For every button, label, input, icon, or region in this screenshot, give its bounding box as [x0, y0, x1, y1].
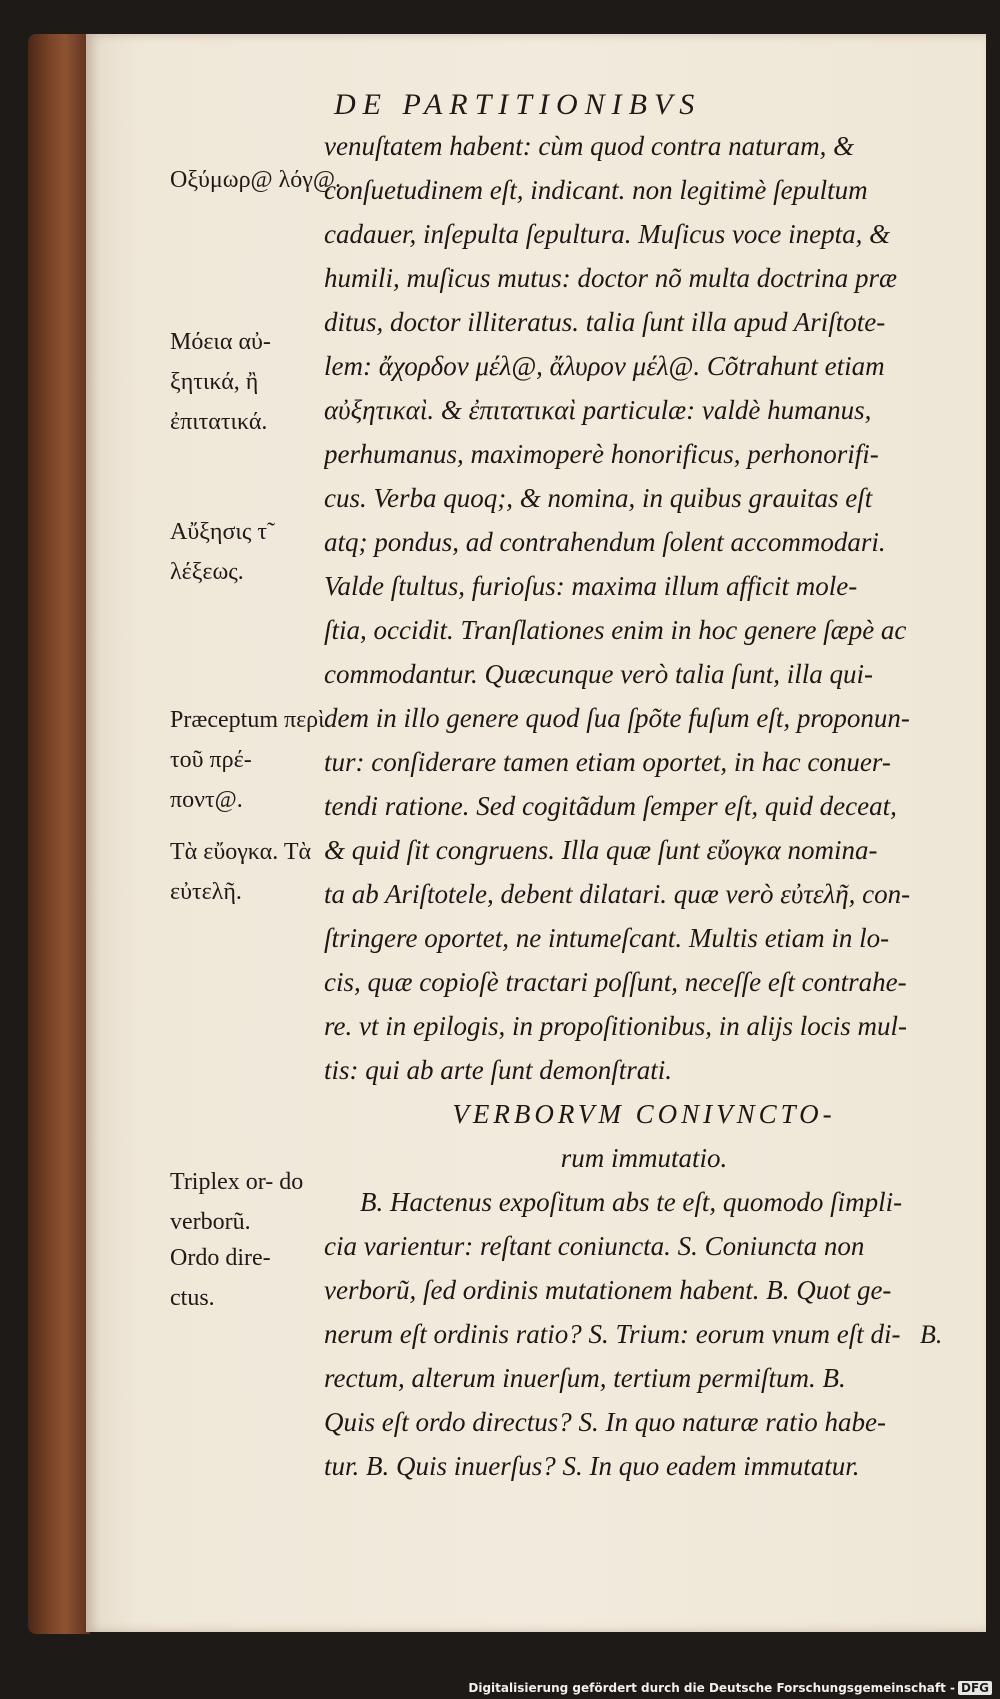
text-line: re. vt in epilogis, in propoſitionibus, in alijs locis mul- — [324, 1011, 907, 1041]
margin-note-praeceptum: Præceptum περὶ τοῦ πρέ- ποντ@. — [170, 707, 325, 813]
text-line: Quis eſt ordo directus? S. In quo naturæ ratio habe- — [324, 1407, 886, 1437]
text-line: tur: conſiderare tamen etiam oportet, in hac conuer- — [324, 747, 891, 777]
text-line: venuſtatem habent: cùm quod contra naturam, & — [324, 131, 855, 161]
digitization-credit — [468, 1681, 992, 1695]
text-line: ta ab Ariſtotele, debent dilatari. quæ verò εὐτελῆ, con- — [324, 879, 911, 909]
catchword: B. — [920, 1320, 943, 1349]
text-line: dem in illo genere quod ſua ſpõte fuſum eſt, proponun- — [324, 703, 910, 733]
text-line: nerum eſt ordinis ratio? S. Trium: eorum vnum eſt di- — [324, 1319, 901, 1349]
text-line: ſtringere oportet, ne intumeſcant. Multis etiam in lo- — [324, 923, 890, 953]
text-line: cadauer, inſepulta ſepultura. Muſicus voce inepta, & — [324, 219, 891, 249]
margin-note-augmentative: Μόεια αὐ- ξητικά, ἢ ἐπιτατικά. — [170, 329, 271, 435]
text-line: Valde ſtultus, furioſus: maxima illum afficit mole- — [324, 571, 858, 601]
text-line: atq; pondus, ad contrahendum ſolent accommodari. — [324, 527, 886, 557]
body-text — [324, 124, 964, 1488]
text-line: ſtia, occidit. Tranſlationes enim in hoc genere ſæpè ac — [324, 615, 907, 645]
text-line: tis: qui ab arte ſunt demonſtrati. — [324, 1055, 672, 1085]
text-line: ditus, doctor illiteratus. talia ſunt illa apud Ariſtote- — [324, 307, 886, 337]
text-line: perhumanus, maximoperè honorificus, perhonorifi- — [324, 439, 879, 469]
margin-note-euonka: Τὰ εὔογκα. Τὰ εὐτελῆ. — [170, 839, 312, 905]
text-line: humili, muſicus mutus: doctor nõ multa doctrina præ — [324, 263, 897, 293]
running-title: DE PARTITIONIBVS — [334, 88, 702, 121]
dfg-logo: DFG — [958, 1681, 992, 1695]
book-edge — [28, 34, 90, 1634]
text-line: cus. Verba quoq;, & nomina, in quibus grauitas eſt — [324, 483, 873, 513]
text-line: lem: ἄχορδον μέλ@, ἄλυρον μέλ@. Cõtrahunt etiam — [324, 351, 885, 381]
section-subtitle: rum immutatio. — [560, 1143, 728, 1173]
text-line: & quid ſit congruens. Illa quæ ſunt εὔογκα nomina- — [324, 835, 878, 865]
margin-note-triplex-ordo: Triplex or- do verborũ. — [170, 1169, 304, 1235]
margin-note-oxymoron: Οξύμωρ@ λόγ@. — [170, 167, 341, 193]
text-line: tur. B. Quis inuerſus? S. In quo eadem immutatur. — [324, 1451, 860, 1481]
text-line: cia varientur: reſtant coniuncta. S. Coniuncta non — [324, 1231, 865, 1261]
margin-note-auxesis: Αὔξησις τ̃ λέξεως. — [170, 519, 268, 585]
text-line: cis, quæ copioſè tractari poſſunt, neceſſe eſt contrahe- — [324, 967, 907, 997]
text-line: conſuetudinem eſt, indicant. non legitimè ſepultum — [324, 175, 868, 205]
margin-note-ordo-directus: Ordo dire- ctus. — [170, 1245, 271, 1311]
text-line: verborũ, ſed ordinis mutationem habent. B. Quot ge- — [324, 1275, 892, 1305]
text-line: αὐξητικαὶ. & ἐπιτατικαὶ particulæ: valdè humanus, — [324, 395, 872, 425]
credit-text: Digitalisierung gefördert durch die Deutsche Forschungsgemeinschaft - — [468, 1681, 955, 1695]
text-line: tendi ratione. Sed cogitãdum ſemper eſt, quid deceat, — [324, 791, 897, 821]
text-line: B. Hactenus expoſitum abs te eſt, quomodo ſimpli- — [360, 1187, 903, 1217]
text-line: commodantur. Quæcunque verò talia ſunt, illa qui- — [324, 659, 873, 689]
section-title: VERBORVM CONIVNCTO- — [452, 1099, 836, 1129]
text-line: rectum, alterum inuerſum, tertium permiſtum. B. — [324, 1363, 846, 1393]
